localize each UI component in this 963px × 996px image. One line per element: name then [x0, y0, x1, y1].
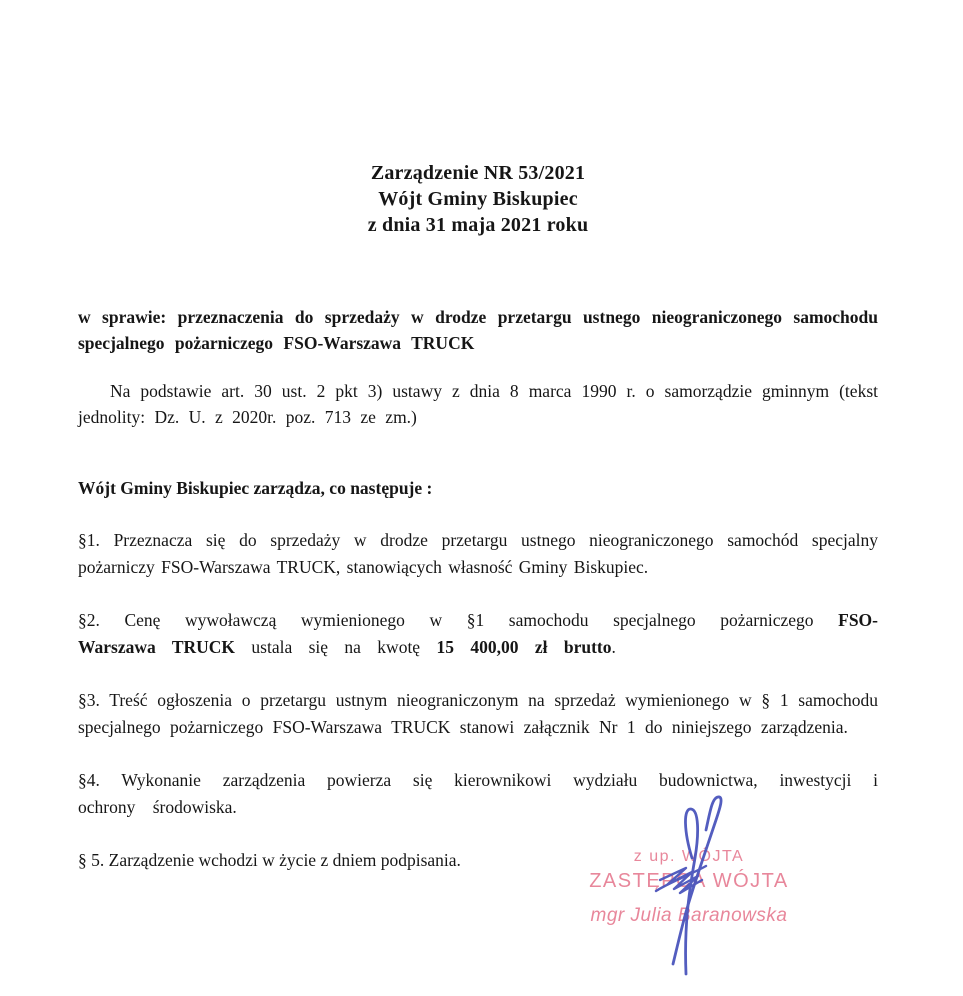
order-heading: Wójt Gminy Biskupiec zarządza, co następuje :	[78, 478, 433, 498]
paragraph-2-start: §2. Cenę wywoławczą wymienionego w §1 samochodu specjalnego pożarniczego	[78, 610, 839, 630]
document-body	[78, 160, 878, 874]
title-line-number: Zarządzenie NR 53/2021	[370, 162, 586, 184]
title-line-issuer: Wójt Gminy Biskupiec	[378, 188, 578, 210]
paragraph-1: §1. Przeznacza się do sprzedaży w drodze przetargu ustnego nieograniczonego samochód specjalny pożarniczy FSO-Warszawa TRUCK, stanowiących własność Gminy Biskupiec.	[78, 530, 878, 577]
paragraph-3: §3. Treść ogłoszenia o przetargu ustnym nieograniczonym na sprzedaż wymienionego w § 1 samochodu specjalnego pożarniczego FSO-Warszawa TRUCK stanowi załącznik Nr 1 do niniejszego zarządzenia.	[78, 690, 878, 737]
subject-paragraph: w sprawie: przeznaczenia do sprzedaży w drodze przetargu ustnego nieograniczonego samochodu specjalnego pożarniczego FSO-Warszawa TRUCK	[78, 307, 878, 353]
paragraph-2-price: 15 400,00 zł brutto	[436, 636, 612, 657]
paragraph-4: §4. Wykonanie zarządzenia powierza się kierownikowi wydziału budownictwa, inwestycji i ochrony środowiska.	[78, 770, 878, 817]
paragraph-2-vehicle: FSO-Warszawa TRUCK	[78, 610, 878, 657]
paragraph-2-end: .	[611, 636, 616, 657]
legal-basis-paragraph: Na podstawie art. 30 ust. 2 pkt 3) ustawy z dnia 8 marca 1990 r. o samorządzie gminnym (tekst jednolity: Dz. U. z 2020r. poz. 713 ze zm.)	[78, 381, 878, 427]
stamp-authorization-line: z up. WÓJTA	[633, 848, 745, 865]
signature-ink-svg	[650, 792, 730, 978]
stamp-title-line: ZASTĘPCA WÓJTA	[589, 870, 789, 892]
paragraph-5: § 5. Zarządzenie wchodzi w życie z dniem podpisania.	[78, 850, 461, 870]
paragraph-2	[78, 607, 878, 660]
document-title	[78, 160, 878, 238]
handwritten-signature-ink	[650, 792, 730, 978]
title-line-date: z dnia 31 maja 2021 roku	[367, 214, 589, 236]
stamp-signer-name: mgr Julia Baranowska	[590, 905, 788, 926]
paragraph-2-middle: ustala się na kwotę	[235, 636, 437, 657]
